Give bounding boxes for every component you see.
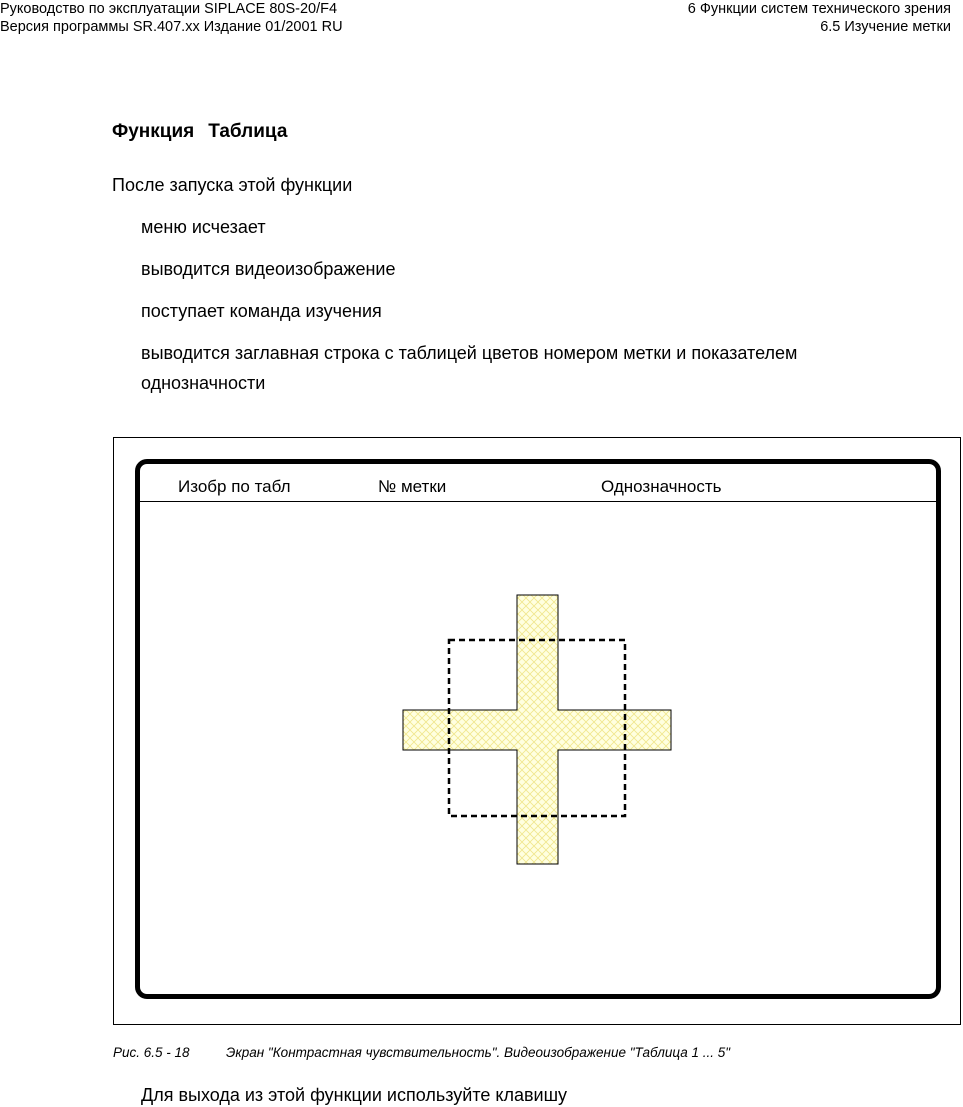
intro-text: После запуска этой функции [112, 175, 353, 195]
exit-instruction-text: Для выхода из этой функции используйте клавишу [141, 1085, 568, 1105]
list-item: выводится видеоизображение [141, 259, 396, 279]
column-uniqueness: Однозначность [601, 477, 722, 496]
column-image-by-table: Изобр по табл [178, 477, 291, 496]
header-manual-title: Руководство по эксплуатации SIPLACE 80S-20/F4 [0, 1, 338, 17]
header-version: Версия программы SR.407.xx Издание 01/2001 RU [0, 19, 343, 35]
list-item: выводится заглавная строка с таблицей цветов номером метки и показателем [141, 343, 798, 363]
column-mark-number: № метки [378, 477, 447, 496]
cross-mark-shape [403, 595, 671, 864]
figure-caption-text: Экран "Контрастная чувствительность". Видеоизображение "Таблица 1 ... 5" [226, 1045, 731, 1060]
figure-number: Рис. 6.5 - 18 [113, 1045, 190, 1060]
header-separator [140, 501, 936, 502]
list-item: поступает команда изучения [141, 301, 382, 321]
header-chapter: 6 Функции систем технического зрения [687, 1, 951, 17]
figure-caption [113, 1045, 730, 1060]
fiducial-cross-image [402, 594, 674, 868]
page-title [112, 121, 287, 143]
list-item-continuation: однозначности [141, 373, 266, 393]
title-table-word: Таблица [208, 121, 288, 142]
header-section: 6.5 Изучение метки [820, 19, 951, 35]
list-item: меню исчезает [141, 217, 266, 237]
title-function-word: Функция [112, 121, 195, 142]
